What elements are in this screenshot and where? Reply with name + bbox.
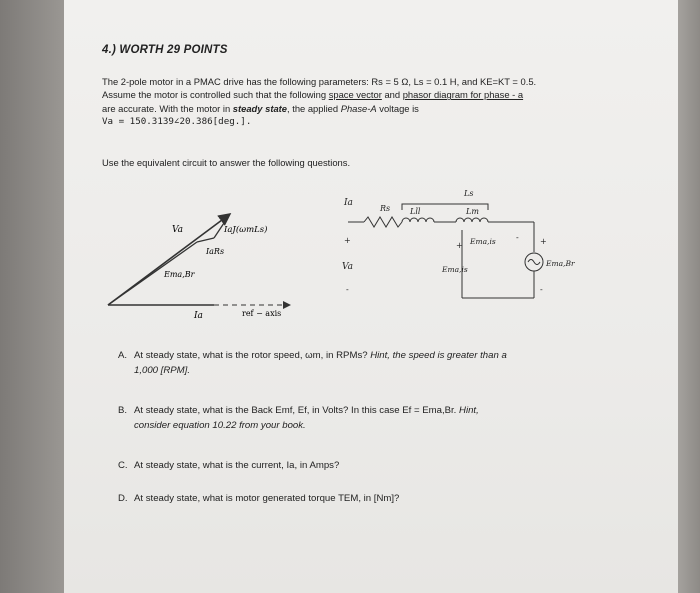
question-text: At steady state, what is the rotor speed, ωm, in RPMs?: [134, 350, 371, 361]
inductor-lll: [402, 218, 434, 222]
question-hint: Hint, the speed is greater than a: [370, 350, 507, 361]
circ-label-lll: Lll: [410, 207, 421, 216]
question-text: At steady state, what is the Back Emf, Ef, in Volts? In this case Ef = Ema,Br.: [134, 405, 460, 416]
statement-line-3: [102, 102, 662, 115]
question-letter: B.: [118, 405, 128, 416]
question-body: At steady state, what is motor generated torque TEM, in [Nm]?: [134, 493, 400, 504]
phasor-diagram: [108, 214, 290, 321]
question-hint-cont: consider equation 10.22 from your book.: [134, 420, 306, 431]
inductor-lm: [456, 218, 488, 222]
circ-label-ema-is: Ema,is: [470, 237, 496, 246]
background-left: [0, 0, 64, 593]
statement-line-2: [102, 88, 662, 101]
circ-label-ia: Ia: [344, 198, 353, 208]
question-body: At steady state, what is the current, Ia, in Amps?: [134, 460, 340, 471]
question-body: [134, 348, 654, 378]
label-iars: IaRs: [206, 247, 225, 256]
diagrams: [64, 180, 678, 330]
question-hint-cont: 1,000 [RPM].: [134, 365, 190, 376]
text: , the applied: [287, 102, 341, 114]
text-space-vector: space vector: [328, 89, 382, 101]
label-va: Va: [172, 225, 184, 235]
minus-ema-is: -: [516, 233, 519, 242]
plus-va: +: [344, 236, 351, 245]
instruction-text: Use the equivalent circuit to answer the following questions.: [102, 157, 351, 168]
plus-ema-br: +: [540, 237, 547, 246]
plus-ema-is: +: [456, 241, 463, 250]
iars-phasor: [197, 238, 214, 242]
question-hint: Hint,: [459, 405, 479, 416]
circuit-labels: [342, 189, 575, 294]
circ-label-ema-br: Ema,Br: [546, 259, 575, 268]
text: are accurate. With the motor in: [102, 102, 233, 114]
question-letter: D.: [118, 493, 128, 504]
circ-label-ls: Ls: [464, 189, 474, 198]
problem-heading: 4.) WORTH 29 POINTS: [102, 44, 228, 56]
minus-va: -: [346, 285, 349, 294]
text-steady-state: steady state: [232, 102, 287, 114]
question-body: [134, 403, 654, 433]
text-phasor-diagram: phasor diagram for phase - a: [402, 89, 524, 101]
statement-line-1: The 2-pole motor in a PMAC drive has the following parameters: Rs = 5 Ω, Ls = 0.1 H, and KE=KT = 0.5.: [102, 76, 537, 87]
worksheet-page: [64, 0, 678, 593]
question-letter: A.: [118, 350, 128, 361]
label-ia: Ia: [194, 311, 203, 321]
resistor-rs: [364, 217, 402, 227]
minus-ema-br: -: [540, 285, 543, 294]
circ-label-lm: Lm: [466, 207, 479, 216]
question-letter: C.: [118, 460, 128, 471]
applied-voltage: Va = 150.3139∠20.386[deg.].: [102, 115, 252, 127]
circ-label-ema-is-bottom: Ema,is: [442, 265, 468, 274]
problem-statement: [102, 75, 662, 128]
label-ema: Ema,Br: [164, 270, 195, 279]
text-phase-a: Phase-A: [340, 102, 377, 114]
text: voltage is: [376, 102, 419, 114]
label-ref: ref − axis: [242, 309, 282, 318]
circ-label-rs: Rs: [380, 204, 391, 213]
text: and: [381, 89, 403, 101]
equivalent-circuit: [348, 204, 543, 298]
circ-label-va: Va: [342, 262, 354, 272]
label-jwl: IaJ(ωmLs): [224, 225, 268, 235]
text: Assume the motor is controlled such that the following: [102, 89, 329, 101]
